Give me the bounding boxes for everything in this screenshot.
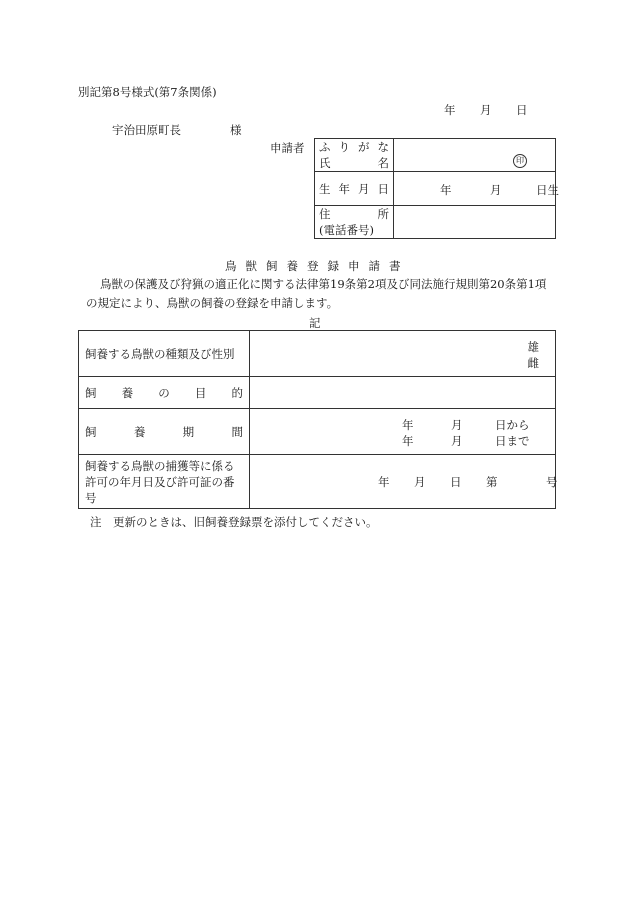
male-label: 雄	[527, 340, 539, 354]
phone-label: (電話番号)	[319, 223, 374, 237]
to-month: 月	[451, 434, 463, 448]
permit-year: 年	[378, 475, 390, 489]
applicant-table	[314, 138, 559, 239]
body-text-line2: の規定により、鳥獣の飼養の登録を申請します。	[86, 296, 339, 310]
birth-year: 年	[440, 183, 452, 197]
permit-no: 第	[486, 475, 498, 489]
name-label: 氏 名	[319, 156, 389, 170]
species-label: 飼養する鳥獣の種類及び性別	[79, 331, 250, 377]
permit-label-line3: 号	[85, 490, 97, 505]
permit-field[interactable]	[250, 455, 556, 509]
period-label: 飼 養 期 間	[79, 409, 250, 455]
from-day: 日から	[495, 418, 530, 432]
birthdate-label: 生 年 月 日	[315, 172, 394, 206]
to-year: 年	[402, 434, 414, 448]
from-year: 年	[402, 418, 414, 432]
address-label: 住 所	[319, 207, 389, 221]
purpose-field[interactable]	[250, 377, 556, 409]
main-table	[78, 330, 556, 509]
footnote: 注 更新のときは、旧飼養登録票を添付してください。	[90, 515, 378, 529]
seal-mark: 印	[513, 154, 527, 168]
name-header	[315, 139, 394, 172]
body-text-line1: 鳥獣の保護及び狩猟の適正化に関する法律第19条第2項及び同法施行規則第20条第1項	[100, 277, 547, 291]
address-field[interactable]	[394, 206, 556, 239]
date-day: 日	[516, 103, 528, 117]
to-day: 日まで	[495, 434, 530, 448]
permit-go: 号	[546, 475, 558, 489]
form-title: 鳥獣飼養登録申請書	[225, 259, 410, 273]
purpose-label: 飼 養 の 目 的	[79, 377, 250, 409]
honorific: 様	[230, 123, 242, 137]
from-month: 月	[451, 418, 463, 432]
period-field[interactable]	[250, 409, 556, 455]
permit-month: 月	[414, 475, 426, 489]
birth-day: 日生	[536, 183, 559, 197]
form-label: 別記第8号様式(第7条関係)	[78, 85, 217, 99]
name-field[interactable]	[394, 139, 556, 172]
date-month: 月	[480, 103, 492, 117]
permit-day: 日	[450, 475, 462, 489]
ki-label: 記	[309, 316, 321, 330]
female-label: 雌	[527, 356, 539, 370]
birthdate-field[interactable]	[394, 172, 559, 206]
permit-label	[79, 455, 250, 509]
furigana-label: ふ り が な	[319, 140, 389, 154]
permit-label-line1: 飼養する鳥獣の捕獲等に係る	[85, 458, 235, 473]
date-year: 年	[444, 103, 456, 117]
address-header	[315, 206, 394, 239]
applicant-label: 申請者	[270, 141, 305, 155]
species-field[interactable]	[250, 331, 556, 377]
addressee: 宇治田原町長	[112, 123, 181, 137]
permit-label-line2: 許可の年月日及び許可証の番	[85, 474, 235, 489]
birth-month: 月	[490, 183, 502, 197]
